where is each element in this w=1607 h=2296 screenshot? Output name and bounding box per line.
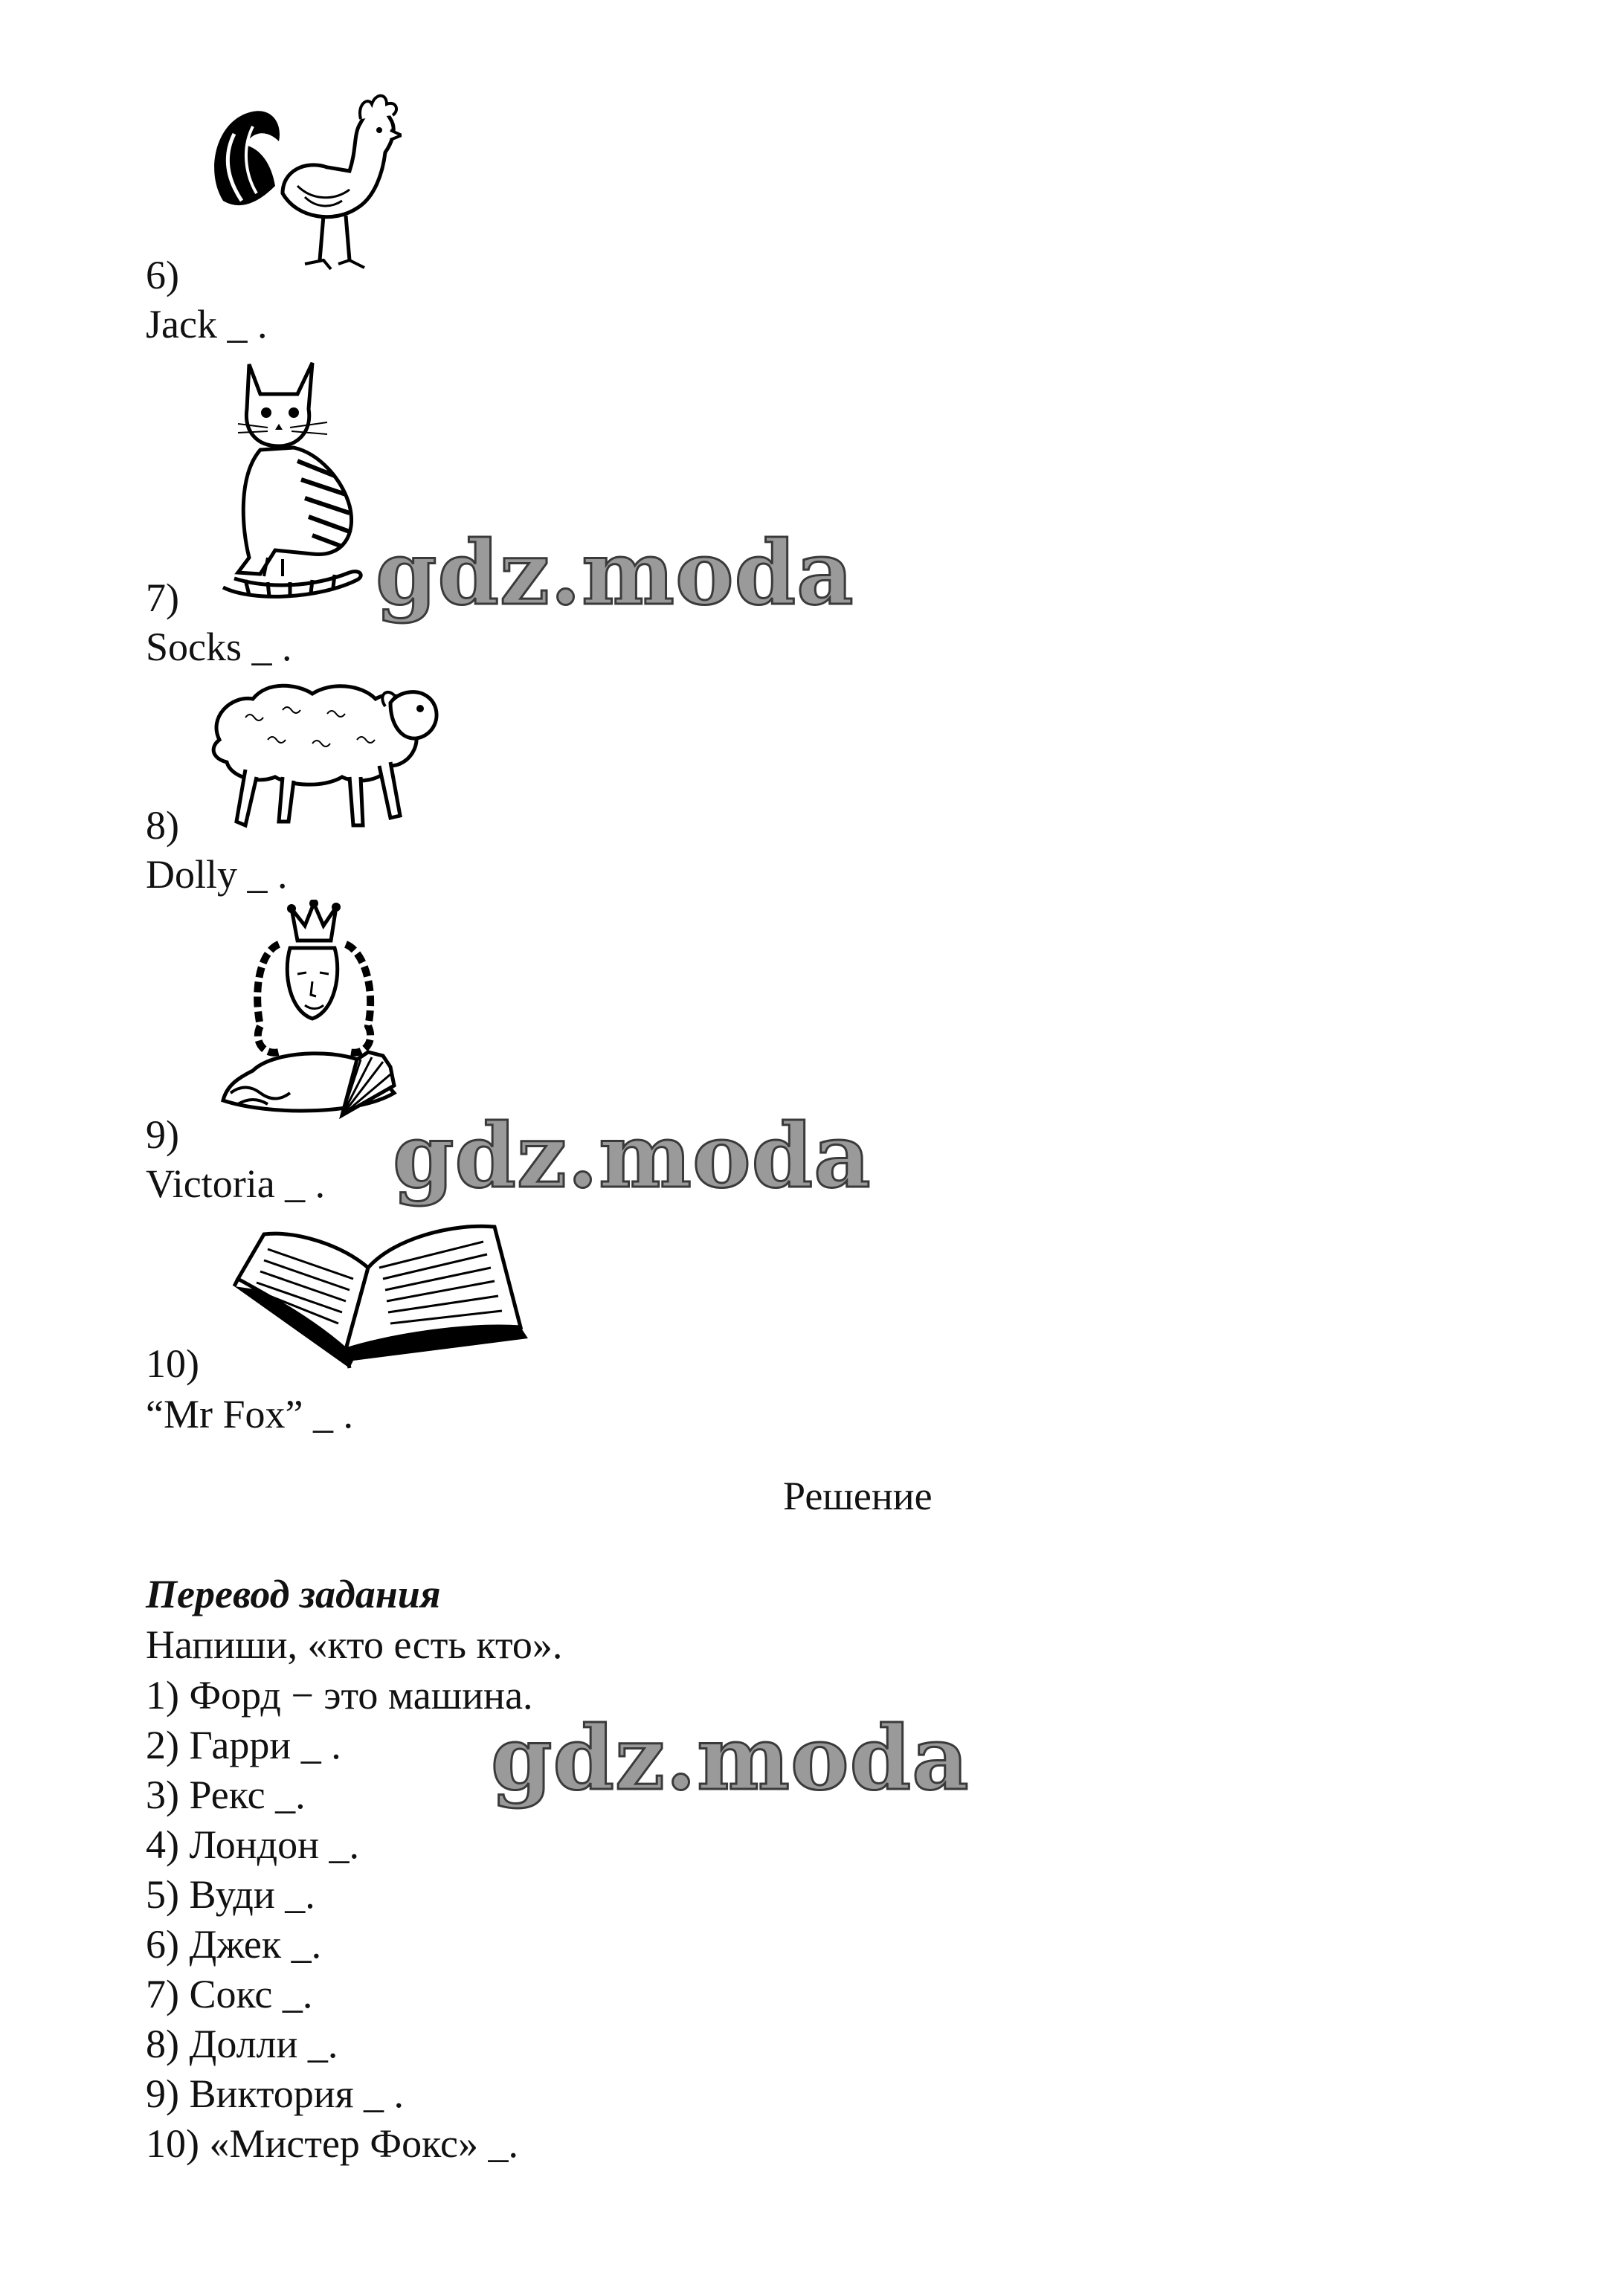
solution-line: 10) «Мистер Фокс» _. (146, 2121, 518, 2166)
item-10-text: “Mr Fox” _ . (146, 1392, 353, 1436)
queen-icon (208, 900, 416, 1138)
solution-line: 1) Форд − это машина. (146, 1673, 533, 1718)
item-7-text: Socks _ . (146, 625, 292, 669)
solution-line: 7) Сокс _. (146, 1972, 313, 2016)
item-8-text: Dolly _ . (146, 852, 288, 897)
item-7-number: 7) (146, 575, 179, 620)
sheep-icon (201, 673, 454, 836)
solution-line: 8) Долли _. (146, 2022, 338, 2066)
solution-line: 5) Вуди _. (146, 1872, 315, 1917)
solution-line: 3) Рекс _. (146, 1773, 306, 1817)
solution-heading: Решение (783, 1474, 933, 1518)
cat-icon (208, 357, 387, 599)
book-icon (231, 1216, 535, 1372)
instruction: Напиши, «кто есть кто». (146, 1622, 563, 1667)
solution-line: 6) Джек _. (146, 1922, 322, 1967)
item-10-number: 10) (146, 1341, 199, 1386)
watermark: gdz.moda (376, 521, 854, 625)
item-6-text: Jack _ . (146, 302, 268, 346)
rooster-icon (201, 89, 402, 283)
item-8-number: 8) (146, 803, 179, 848)
translation-title: Перевод задания (146, 1572, 441, 1616)
item-6-number: 6) (146, 253, 179, 297)
item-9-number: 9) (146, 1112, 179, 1157)
watermark: gdz.moda (393, 1104, 872, 1207)
solution-line: 9) Виктория _ . (146, 2071, 405, 2116)
solution-line: 4) Лондон _. (146, 1822, 360, 1867)
solution-line: 2) Гарри _ . (146, 1723, 341, 1767)
item-9-text: Victoria _ . (146, 1161, 326, 1206)
watermark: gdz.moda (491, 1706, 970, 1810)
